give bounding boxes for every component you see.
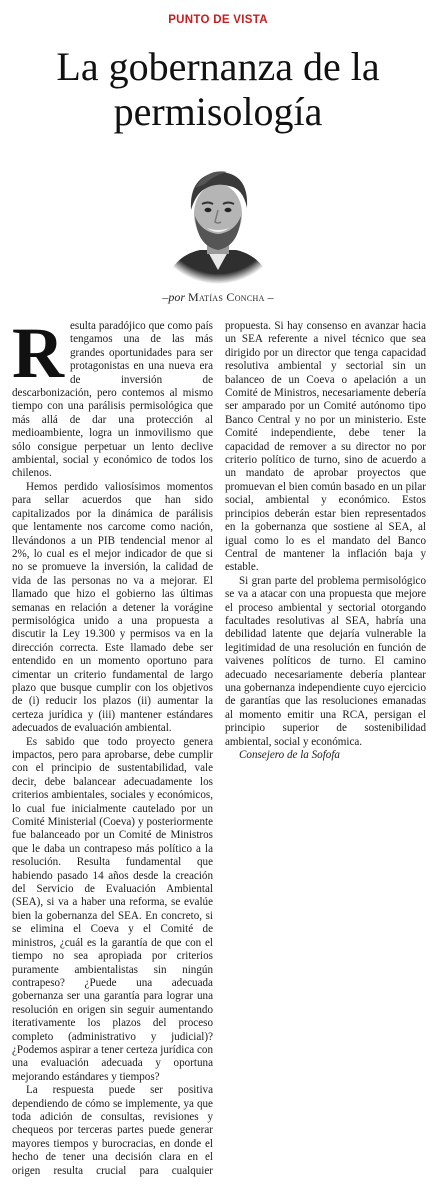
headline: La gobernanza de la permisología [56, 44, 380, 134]
author-affiliation: Consejero de la Sofofa [239, 749, 340, 761]
drop-cap: R [12, 313, 64, 393]
byline-prefix: –por [162, 290, 185, 304]
paragraph-2: Hemos perdido valiosísimos momentos para sellar acuerdos que han sido capitalizados por la dinámica de parálisis que lentamente nos carcome como nación, llevándonos a un PIB tendencial menor al 2%, lo cual es el mejor indicador de que si no se promueve la inversión, la calidad de vida de las personas no va a mejorar. El llamado que hizo el gobierno las últimas semanas en relación a detener la vorágine permisológica unido a una propuesta a discutir la Ley 19.300 y permisos va en la dirección correcta. Este llamado debe ser entendido en un momento oportuno para cimentar un criterio fundamental de largo plazo que busque cumplir con los objetivos de (i) reducir los plazos (ii) aumentar la certeza jurídica y (iii) mantener estándares adecuados de evaluación ambiental. [12, 480, 213, 735]
author-name: Matías Concha [187, 290, 265, 304]
paragraph-3: Es sabido que todo proyecto genera impactos, pero para aprobarse, debe cumplir con el principio de sustentabilidad, vale decir, debe balancear adecuadamente los criterios ambientales, sociales y económicos, lo cual fue inicialmente cautelado por un Comité Ministerial (Coeva) y posteriormente fue balanceado por un Comité de Ministros que le daba un contrapeso más político a la resolución. Resulta fundamental que habiendo pasado 14 años desde la creación del Servicio de Evaluación Ambiental (SEA), si va a haber una reforma, se evalúe bien la gobernanza del SEA. En concreto, si se elimina el Coeva y el Comité de ministros, ¿cuál es la garantía de que con el tiempo no sea apropiada por criterios puramente ambientalistas sin ningún contrapeso? ¿Puede una adecuada gobernanza ser una garantía para lograr una resolución en origen sin seguir aumentando iterativamente los plazos del proceso completo (administrativo y judicial)? ¿Podemos aspirar a tener certeza jurídica con una evaluación adecuada y oportuna mejorando estándares y tiempos? [12, 735, 213, 1083]
byline-suffix: – [267, 290, 274, 304]
paragraph-1-text: esulta paradójico que como país tengamos una de las más grandes oportunidades para ser protagonistas en una nueva era de inversión de descarbonización, pero contemos al mismo tiempo con una parálisis permisológica que más allá de dar una protección al medioambiente, logra un inmovilismo que sólo consigue perpetuar un lento declive ambiental, social y económico de todos los chilenos. [12, 320, 213, 480]
article-body [12, 313, 426, 1180]
author-portrait [155, 158, 281, 284]
paragraph-1 [12, 313, 213, 481]
paragraph-4: La respuesta puede ser positiva dependiendo de cómo se implemente, ya que toda adición de consultas, revisiones y chequeos por terceras partes puede generar mayores tiempos y burocracias, en donde el hecho de tener una decisión clara en el origen resulta crucial para cualquier propuesta. Si hay consenso en avanzar hacia un SEA referente a nivel técnico que sea dirigido por un director que tenga capacidad resolutiva ambiental y sectorial sin un balanceo de un Coeva o apelación a un Comité de Ministros, necesariamente debería ser amparado por un Comité autónomo tipo Banco Central y no por un ministerio. Este Comité independiente, debe tener la capacidad de remover a su director no por criterio político de turno, sino de acuerdo a un mandato de aprobar proyectos que promuevan el bien común basado en un pilar social, ambiental y económico. Estos principios deberán estar bien representados en la gobernanza que sostiene al SEA, al igual como lo es el mandato del Banco Central de mantener la inflación baja y estable. [12, 320, 426, 1177]
byline [0, 290, 436, 305]
paragraph-5: Si gran parte del problema permisológico se va a atacar con una propuesta que mejore el proceso ambiental y sectorial otorgando facultades resolutivas al SEA, habría una debilidad latente que dejaría vulnerable la legitimidad de una resolución en función de vaivenes políticos de turno. El camino adecuado necesariamente debería plantear una gobernanza independiente cuyo ejercicio de garantías que las resoluciones emanadas al momento emitir una RCA, persigan el principio superior de sostenibilidad ambiental, social y económica. [225, 574, 426, 748]
section-label: PUNTO DE VISTA [168, 14, 268, 26]
